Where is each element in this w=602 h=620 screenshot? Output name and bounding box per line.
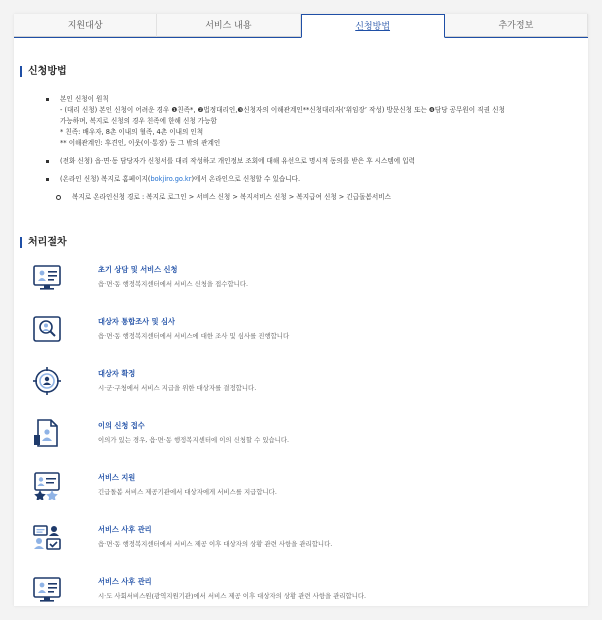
process-step — [32, 574, 572, 606]
process-step — [32, 522, 572, 574]
list-item — [44, 94, 574, 149]
list-item — [44, 174, 574, 185]
tab-service-content[interactable]: 서비스 내용 — [157, 14, 300, 37]
list-line-prefix: (온라인 신청) 복지로 홈페이지( — [60, 175, 151, 183]
target-confirm-icon — [32, 366, 62, 396]
list-line: 본인 신청이 원칙 — [60, 95, 109, 103]
step-title: 서비스 사후 관리 — [98, 577, 152, 586]
list-line: - (대리 신청) 본인 신청이 어려운 경우 ❶친족*, ❷법정대리인,❸신청자의 이해관계인**신청대리자(‘위임장’ 작성) 방문신청 또는 ❹담당 공무원이 직권 신청 — [60, 106, 505, 114]
step-title: 대상자 통합조사 및 심사 — [98, 317, 175, 326]
process-step — [32, 418, 572, 470]
step-desc: 시·도 사회서비스원(광역지원기관)에서 서비스 제공 이후 대상자의 상황 관련 사항을 관리합니다. — [98, 592, 367, 600]
step-desc: 읍·면·동 행정복지센터에서 서비스 제공 이후 대상자의 상황 관련 사항을 관리합니다. — [98, 540, 333, 548]
step-title: 서비스 지원 — [98, 473, 136, 482]
step-title: 대상자 확정 — [98, 369, 136, 378]
process-step — [32, 262, 572, 314]
process-step — [32, 470, 572, 522]
consult-monitor-icon — [32, 262, 62, 292]
step-desc: 읍·면·동 행정복지센터에서 서비스 신청을 접수합니다. — [98, 280, 249, 288]
step-title: 서비스 사후 관리 — [98, 525, 152, 534]
step-title: 초기 상담 및 서비스 신청 — [98, 265, 178, 274]
step-desc: 읍·면·동 행정복지센터에서 서비스에 대한 조사 및 심사를 진행합니다 — [98, 332, 290, 340]
tab-additional-info[interactable]: 추가정보 — [445, 14, 588, 37]
list-line: ** 이해관계인: 후견인, 이웃(이·통장) 등 그 밖의 관계인 — [60, 139, 221, 147]
process-step — [32, 366, 572, 418]
investigation-search-icon — [32, 314, 62, 344]
content-card — [14, 14, 588, 606]
tab-bar — [14, 14, 588, 38]
online-path: 복지로 온라인신청 경로 : 복지로 로그인 > 서비스 신청 > 복지서비스 신청 > 복지급여 신청 > 긴급돌봄서비스 — [44, 192, 574, 203]
apply-list — [44, 94, 574, 203]
tab-apply-method[interactable]: 신청방법 — [301, 14, 445, 38]
step-title: 이의 신청 접수 — [98, 421, 145, 430]
process-section-title: 처리절차 — [20, 237, 67, 248]
step-desc: 이의가 있는 경우, 읍·면·동 행정복지센터에 이의 신청할 수 있습니다. — [98, 436, 290, 444]
objection-document-icon — [32, 418, 62, 448]
list-line: 가능하며, 복지로 신청의 경우 친족에 한해 신청 가능함 — [60, 117, 217, 125]
list-line-suffix: )에서 온라인으로 신청할 수 있습니다. — [191, 175, 301, 183]
process-steps — [32, 262, 572, 606]
apply-section-title: 신청방법 — [20, 66, 67, 77]
list-item — [44, 156, 574, 167]
after-management-monitor-icon — [32, 574, 62, 604]
tab-target[interactable]: 지원대상 — [14, 14, 157, 37]
after-management-icon — [32, 522, 62, 552]
list-line: (전화 신청) 읍·면·동 담당자가 신청서를 대리 작성하고 개인정보 조회에 대해 유선으로 명시적 동의를 받은 후 시스템에 입력 — [60, 157, 415, 165]
step-desc: 긴급돌봄 서비스 제공기관에서 대상자에게 서비스를 지급합니다. — [98, 488, 277, 496]
process-step — [32, 314, 572, 366]
bokjiro-link[interactable]: bokjiro.go.kr — [150, 175, 192, 183]
step-desc: 시·군·구청에서 서비스 지급을 위한 대상자를 결정합니다. — [98, 384, 257, 392]
list-line: * 친족: 배우자, 8촌 이내의 혈족, 4촌 이내의 인척 — [60, 128, 204, 136]
service-support-icon — [32, 470, 62, 500]
